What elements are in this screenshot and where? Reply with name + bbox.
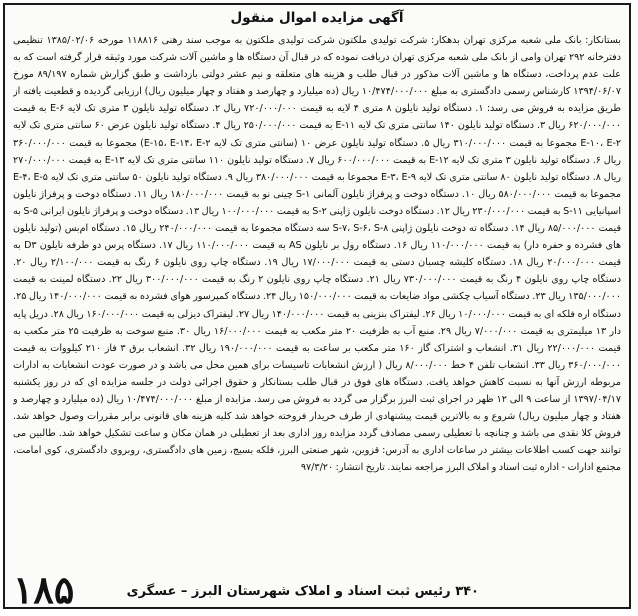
auction-notice: [3, 3, 631, 612]
notice-title: آگهی مزایده اموال منقول: [230, 10, 404, 26]
signature-line: ۳۴۰ رئیس ثبت اسناد و املاک شهرستان البرز – عسگری: [126, 584, 479, 599]
notice-footer: [5, 567, 629, 612]
handwritten-stamp-number: [13, 567, 75, 612]
notice-body: بستانکار: بانک ملی شعبه مرکزی تهران بدهکار: شرکت تولیدی ملکتون شرکت تولیدی ملکتون به موجب سند رهنی ۱۱۸۸۱۶ مورخه ۱۳۸۵/۰۲/۰۶ تنظیمی دفترخانه ۲۹۲ تهران وامی از بانک ملی شعبه مرکزی تهران دریافت نموده که در قبال آن دستگاه ها و ماشین آلات شرکت مورد وثیقه قرار گرفته است که به علت عدم پرداخت، دستگاه ها و ماشین آلات مذکور در قبال طلب و هزینه های متعلقه و نیم عشر دولتی بازداشت و طبق گزارش شماره ۸۹/۱۹۷ مورخ ۱۳۹۴/۰۶/۰۷ کارشناس رسمی دادگستری به مبلغ ۱۰/۴۷۴/۰۰۰/۰۰۰ ریال (ده میلیارد و چهارصد و هفتاد و چهار میلیون ریال) ارزیابی گردیده و قطعیت یافته از طریق مزایده به فروش می رسد: ۱. دستگاه تولید نایلون ۸ متری ۴ لایه به قیمت ۷۲۰/۰۰۰/۰۰۰ ریال ۲. دستگاه تولید نایلون ۳ متری تک لایه E-۶ به قیمت ۶۲۰/۰۰۰/۰۰۰ ریال ۳. دستگاه تولید نایلون ۱۴۰ سانتی متری تک لایه E-۱۱ به قیمت ۲۵۰/۰۰۰/۰۰۰ ریال ۴. دستگاه تولید نایلون عرض ۶۰ سانتی متری تک لایه E-۱۰، E-۲ مجموعا به قیمت ۳۱۰/۰۰۰/۰۰۰ ریال ۵. دستگاه تولید نایلون عرض ۱۰ (سانتی متری تک لایه E-۱۵، E-۱۴، E-۲) مجموعا به قیمت ۳۶۰/۰۰۰/۰۰۰ ریال ۶. دستگاه تولید نایلون ۳ متری تک لایه E-۱۲ به قیمت ۶۰۰/۰۰۰/۰۰۰ ریال ۷. دستگاه تولید نایلون ۱۱۰ سانتی متری تک لایه E-۱۳ به قیمت ۲۷۰/۰۰۰/۰۰۰ ریال ۸. دستگاه تولید نایلون ۸۰ سانتی متری تک لایه E-۳، E-۹ مجموعا به قیمت ۳۸۰/۰۰۰/۰۰۰ ریال ۹. دستگاه تولید نایلون ۵۰ سانتی متری تک لایه E-۴، E-۵ مجموعا به قیمت ۵۸۰/۰۰۰/۰۰۰ ریال ۱۰. دستگاه دوخت و پرفراژ نایلون آلمانی S-۱ چینی نو به قیمت ۱۸۰/۰۰۰/۰۰۰ ریال ۱۱. دستگاه دوخت و پرفراژ نایلون اسپانیایی S-۱۱ به قیمت ۲۳۰/۰۰۰/۰۰۰ ریال ۱۲. دستگاه دوخت نایلون ژاپنی S-۲ به قیمت ۱۰۰/۰۰۰/۰۰۰ ریال ۱۳. دستگاه دوخت و پرفراژ نایلون ایرانی S-۵ به قیمت ۸۵/۰۰۰/۰۰۰ ریال ۱۴. دستگاه ته دوخت نایلون ژاپنی S-۷، S-۶، S-۸ سه دستگاه مجموعا به قیمت ۲۴۰/۰۰۰/۰۰۰ ریال ۱۵. دستگاه ام‌بس (تولید نایلون های فشرده و حفره دار) به قیمت ۱۱۰/۰۰۰/۰۰۰ ریال ۱۶. دستگاه رول بر نایلون AS به قیمت ۱۱۰/۰۰۰/۰۰۰ ریال ۱۷. دستگاه پرس دو طرفه نایلون D۳ به قیمت ۲۰/۰۰۰/۰۰۰ ریال ۱۸. دستگاه کلیشه چسبان دستی به قیمت ۱۷/۰۰۰/۰۰۰ ریال ۱۹. دستگاه چاپ روی نایلون ۶ رنگ به قیمت ۲/۱۰۰/۰۰۰ ریال ۲۰. دستگاه چاپ روی نایلون ۴ رنگ به قیمت ۷۳۰/۰۰۰/۰۰۰ ریال ۲۱. دستگاه چاپ روی نایلون ۲ رنگ به قیمت ۳۰۰/۰۰۰/۰۰۰ ریال ۲۲. دستگاه لمینت به قیمت ۱۳۵/۰۰۰/۰۰۰ ریال ۲۳. دستگاه آسیاب چکشی مواد ضایعات به قیمت ۱۵۰/۰۰۰/۰۰۰ ریال ۲۴. دستگاه کمپرسور هوای فشرده به قیمت ۱۴۰/۰۰۰/۰۰۰ ریال ۲۵. دستگاه اره فلکه ای به قیمت ۱۰/۰۰۰/۰۰۰ ریال ۲۶. لیفتراک بنزینی به قیمت ۱۴۰/۰۰۰/۰۰۰ ریال ۲۷. لیفتراک دیزلی به قیمت ۱۶۰/۰۰۰/۰۰۰ ریال ۲۸. دریل پایه دار ۱۳ میلیمتری به قیمت ۷/۰۰۰/۰۰۰ ریال ۲۹. منبع آب به ظرفیت ۲۰ متر مکعب به قیمت ۱۶/۰۰۰/۰۰۰ ریال ۳۰. منبع سوخت به ظرفیت ۲۵ متر مکعب به قیمت ۲۲/۰۰۰/۰۰۰ ریال ۳۱. انشعاب و اشتراک گاز ۱۶۰ متر مکعب بر ساعت به قیمت ۱۹۰/۰۰۰/۰۰۰ ریال ۳۲. انشعاب برق ۳ فاز ۲۱۰ کیلووات به قیمت ۳۶۰/۰۰۰/۰۰۰ ریال ۳۳. انشعاب تلفن ۴ خط ۸/۰۰۰/۰۰۰ ریال ( ارزش انشعابات تاسیسات برای همین محل می باشد و در صورت عودت انشعابات به ادارات مربوطه ارزش آنها به نسبت کاهش خواهد یافت. دستگاه های فوق در قبال طلب بستانکار و حقوق اجرائی دولت در جلسه مزایده ای که در روز یکشنبه ۱۳۹۷/۰۴/۱۷ از ساعت ۹ الی ۱۲ ظهر در اجرای ثبت البرز برگزار می گردد به فروش می رسد. مزایده از مبلغ ۱۰/۴۷۴/۰۰۰/۰۰۰ ریال (ده میلیارد و چهارصد و هفتاد و چهار میلیون ریال) شروع و به بالاترین قیمت پیشنهادی از طرف خریدار فروخته خواهد شد کلیه هزینه های قانونی برابر مقررات وصول خواهد شد. فروش کلا نقدی می باشد و چنانچه با تعطیلی رسمی مصادف گردد مزایده روز اداری بعد از تعطیلی در همان مکان و ساعت تشکیل خواهد شد. طالبین می توانند جهت کسب اطلاعات بیشتر در ساعات اداری به آدرس: قزوین، شهر صنعتی البرز، فلکه بسیج، زمین های دادگستری، روبروی دادگستری، کوی امامت، مجتمع ادارات - اداره ثبت اسناد و املاک البرز مراجعه نمایند. تاریخ انتشار: ۹۷/۳/۲۰: [13, 35, 621, 474]
stamp-number-text: ۱۸۵: [13, 567, 75, 612]
